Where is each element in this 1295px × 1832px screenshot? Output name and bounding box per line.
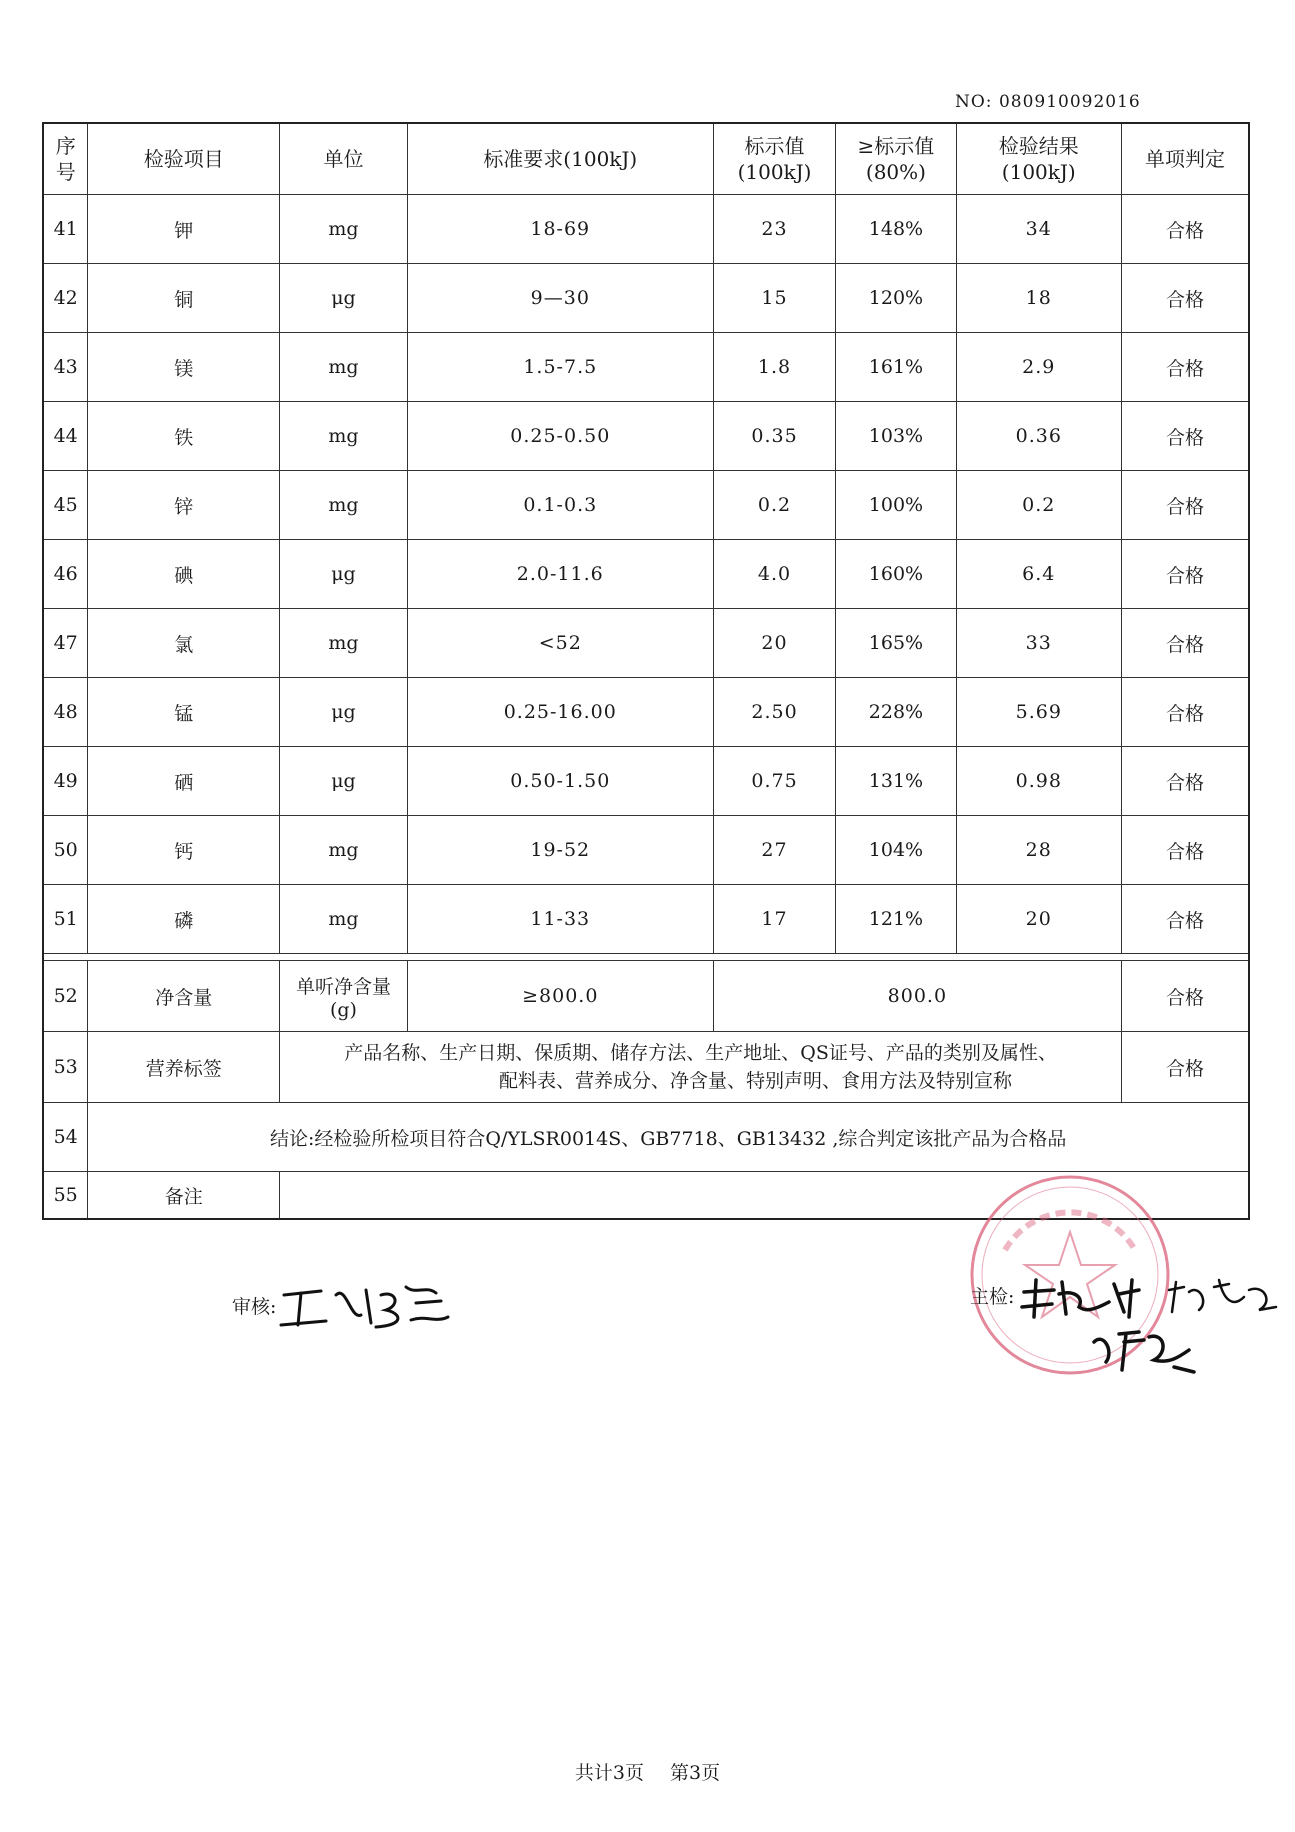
cell-label-value: 4.0 [713,540,835,609]
cell-item: 钙 [88,816,280,885]
table-row [43,264,1249,333]
cell-verdict: 合格 [1121,961,1249,1032]
cell-result: 20 [956,885,1121,954]
header-unit: 单位 [280,123,408,195]
cell-item: 锰 [88,678,280,747]
cell-unit: μg [280,264,408,333]
inspection-table [42,122,1250,1220]
cell-ratio: 100% [836,471,956,540]
table-row [43,678,1249,747]
net-content-row [43,961,1249,1032]
cell-result: 34 [956,195,1121,264]
cell-label-requirements [280,1032,1122,1103]
table-divider [43,954,1249,961]
table-row [43,195,1249,264]
cell-label-value: 0.2 [713,471,835,540]
cell-verdict: 合格 [1121,471,1249,540]
cell-unit: mg [280,195,408,264]
cell-item: 硒 [88,747,280,816]
requirements-line1: 产品名称、生产日期、保质期、储存方法、生产地址、QS证号、产品的类别及属性、 [344,1042,1057,1064]
table-row [43,885,1249,954]
cell-item: 铁 [88,402,280,471]
cell-verdict: 合格 [1121,264,1249,333]
cell-seq: 55 [43,1172,88,1220]
cell-seq: 44 [43,402,88,471]
cell-standard: 0.25-16.00 [407,678,713,747]
cell-unit [280,961,408,1032]
reviewer-signature-block [232,1275,456,1335]
cell-item: 镁 [88,333,280,402]
cell-ratio: 165% [836,609,956,678]
cell-standard: 18-69 [407,195,713,264]
header-result-line2: (100kJ) [1001,160,1076,184]
cell-seq: 49 [43,747,88,816]
cell-verdict: 合格 [1121,402,1249,471]
header-label-value-line1: 标示值 [744,134,805,158]
cell-result: 800.0 [713,961,1121,1032]
table-row [43,609,1249,678]
current-page: 第3页 [670,1762,721,1784]
cell-standard: 0.50-1.50 [407,747,713,816]
cell-label-value: 23 [713,195,835,264]
divider-cell [43,954,1249,961]
unit-line2: (g) [329,998,357,1021]
cell-ratio: 103% [836,402,956,471]
cell-label-value: 20 [713,609,835,678]
table-row [43,333,1249,402]
cell-ratio: 148% [836,195,956,264]
cell-standard: 0.1-0.3 [407,471,713,540]
cell-ratio: 104% [836,816,956,885]
cell-ratio: 160% [836,540,956,609]
cell-result: 0.36 [956,402,1121,471]
cell-label-value: 1.8 [713,333,835,402]
nutrition-label-row [43,1032,1249,1103]
cell-standard: <52 [407,609,713,678]
table-row [43,540,1249,609]
cell-unit: mg [280,609,408,678]
cell-seq: 43 [43,333,88,402]
unit-line1: 单听净含量 [295,975,391,998]
cell-unit: mg [280,471,408,540]
cell-label-value: 17 [713,885,835,954]
cell-seq: 46 [43,540,88,609]
header-ge-label-line2: (80%) [865,160,926,184]
cell-item: 碘 [88,540,280,609]
cell-item: 氯 [88,609,280,678]
cell-standard: 11-33 [407,885,713,954]
cell-seq: 42 [43,264,88,333]
cell-standard: 1.5-7.5 [407,333,713,402]
table-row [43,471,1249,540]
header-ge-label [836,123,956,195]
cell-verdict: 合格 [1121,1032,1249,1103]
header-row [43,123,1249,195]
cell-item: 备注 [88,1172,280,1220]
cell-verdict: 合格 [1121,885,1249,954]
cell-standard: 9—30 [407,264,713,333]
header-label-value-line2: (100kJ) [737,160,812,184]
cell-label-value: 2.50 [713,678,835,747]
cell-verdict: 合格 [1121,816,1249,885]
cell-conclusion: 结论:经检验所检项目符合Q/YLSR0014S、GB7718、GB13432 ,综合判定该批产品为合格品 [88,1103,1249,1172]
cell-unit: μg [280,747,408,816]
cell-unit: mg [280,402,408,471]
cell-verdict: 合格 [1121,678,1249,747]
cell-item: 净含量 [88,961,280,1032]
cell-result: 5.69 [956,678,1121,747]
cell-standard: 19-52 [407,816,713,885]
cell-verdict: 合格 [1121,609,1249,678]
inspector-label: 主检: [970,1286,1015,1308]
cell-unit: μg [280,540,408,609]
header-seq: 序号 [43,123,88,195]
cell-result: 18 [956,264,1121,333]
table-row [43,402,1249,471]
cell-seq: 51 [43,885,88,954]
cell-item: 锌 [88,471,280,540]
cell-result: 0.98 [956,747,1121,816]
cell-standard: ≥800.0 [407,961,713,1032]
table-row [43,816,1249,885]
cell-standard: 0.25-0.50 [407,402,713,471]
cell-label-value: 0.35 [713,402,835,471]
cell-verdict: 合格 [1121,195,1249,264]
header-verdict: 单项判定 [1121,123,1249,195]
cell-label-value: 15 [713,264,835,333]
cell-item: 钾 [88,195,280,264]
reviewer-signature [276,1275,456,1335]
requirements-line2: 配料表、营养成分、净含量、特别声明、食用方法及特别宣称 [499,1070,1013,1092]
table-row [43,747,1249,816]
inspector-signatures [1014,1272,1294,1382]
header-item: 检验项目 [88,123,280,195]
cell-seq: 47 [43,609,88,678]
cell-seq: 41 [43,195,88,264]
total-pages: 共计3页 [574,1762,644,1784]
header-standard: 标准要求(100kJ) [407,123,713,195]
cell-unit: μg [280,678,408,747]
cell-unit: mg [280,333,408,402]
cell-seq: 50 [43,816,88,885]
cell-unit: mg [280,816,408,885]
cell-result: 0.2 [956,471,1121,540]
cell-result: 6.4 [956,540,1121,609]
cell-ratio: 120% [836,264,956,333]
cell-seq: 54 [43,1103,88,1172]
cell-ratio: 121% [836,885,956,954]
header-label-value [713,123,835,195]
cell-seq: 53 [43,1032,88,1103]
document-number: NO: 080910092016 [955,92,1141,112]
cell-standard: 2.0-11.6 [407,540,713,609]
header-result [956,123,1121,195]
cell-seq: 48 [43,678,88,747]
inspector-signature-block [970,1272,1294,1382]
cell-item: 营养标签 [88,1032,280,1103]
cell-result: 2.9 [956,333,1121,402]
cell-unit: mg [280,885,408,954]
cell-ratio: 228% [836,678,956,747]
cell-seq: 52 [43,961,88,1032]
cell-item: 铜 [88,264,280,333]
cell-result: 28 [956,816,1121,885]
conclusion-row [43,1103,1249,1172]
cell-ratio: 161% [836,333,956,402]
cell-label-value: 0.75 [713,747,835,816]
cell-ratio: 131% [836,747,956,816]
cell-result: 33 [956,609,1121,678]
reviewer-label: 审核: [232,1295,277,1318]
header-ge-label-line1: ≥标示值 [857,134,935,158]
header-result-line1: 检验结果 [998,134,1079,158]
cell-verdict: 合格 [1121,333,1249,402]
cell-seq: 45 [43,471,88,540]
cell-label-value: 27 [713,816,835,885]
cell-verdict: 合格 [1121,540,1249,609]
page-footer [0,1758,1295,1785]
cell-verdict: 合格 [1121,747,1249,816]
cell-item: 磷 [88,885,280,954]
